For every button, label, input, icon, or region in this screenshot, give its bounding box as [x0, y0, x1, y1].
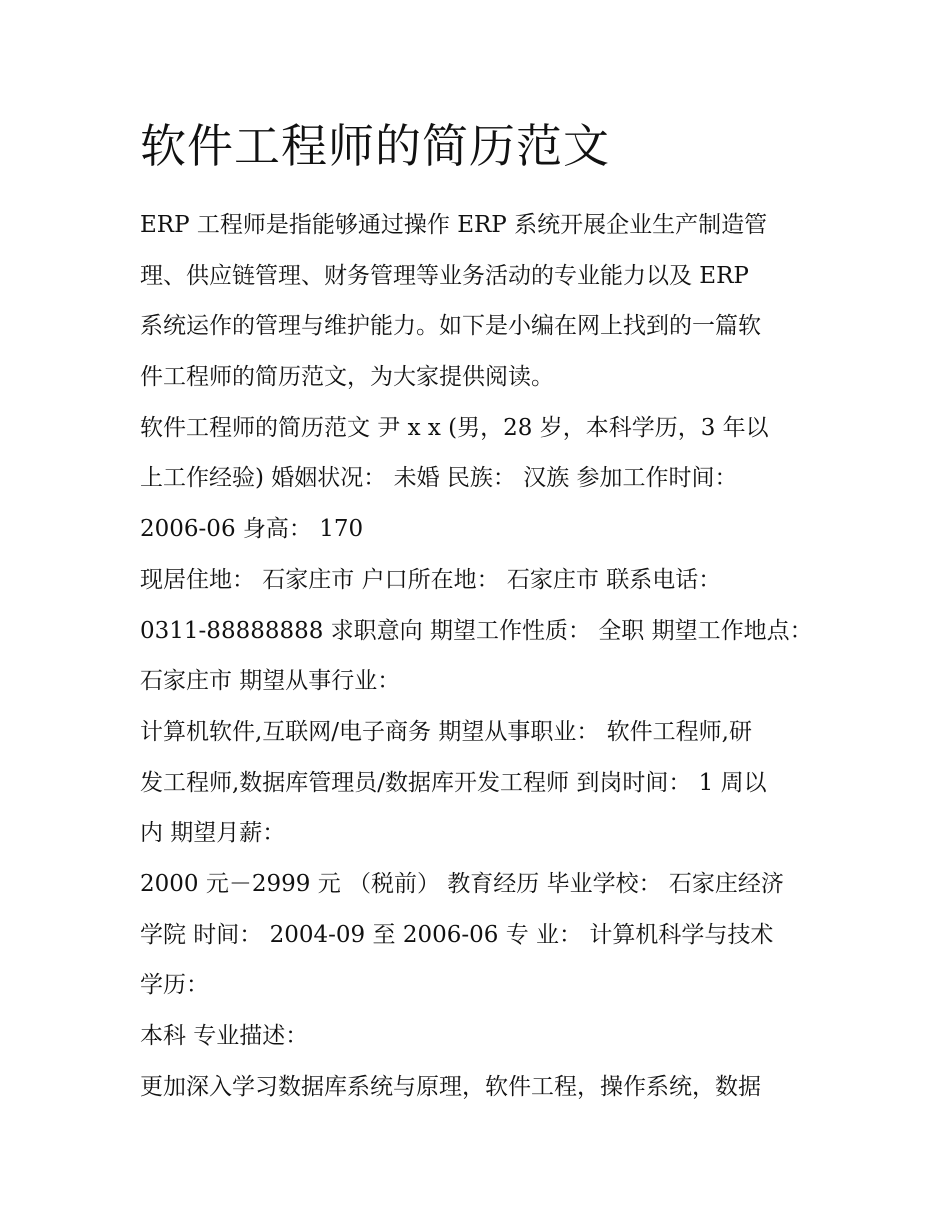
body-line: 系统运作的管理与维护能力。如下是小编在网上找到的一篇软 [140, 313, 761, 340]
body-line: 2006-06 身高： 170 [140, 516, 364, 543]
body-line: 软件工程师的简历范文 尹 x x (男，28 岁，本科学历，3 年以 [140, 414, 769, 441]
body-line: 学历： [140, 972, 209, 999]
body-line: 发工程师,数据库管理员/数据库开发工程师 到岗时间： 1 周以 [140, 769, 767, 796]
body-line: 件工程师的简历范文，为大家提供阅读。 [140, 364, 554, 391]
body-line: 计算机软件,互联网/电子商务 期望从事职业： 软件工程师,研 [140, 718, 752, 745]
body-line: 现居住地： 石家庄市 户口所在地： 石家庄市 联系电话： [140, 566, 722, 593]
body-line: 0311-88888888 求职意向 期望工作性质： 全职 期望工作地点： [140, 617, 813, 644]
body-line: 2000 元－2999 元 （税前） 教育经历 毕业学校： 石家庄经济 [140, 870, 784, 897]
body-line: 理、供应链管理、财务管理等业务活动的专业能力以及 ERP [140, 262, 749, 289]
document-title: 软件工程师的简历范文 [140, 119, 610, 173]
document-body [140, 200, 813, 1112]
body-line: 内 期望月薪： [140, 820, 286, 847]
body-line: 学院 时间： 2004-09 至 2006-06 专 业： 计算机科学与技术 [140, 921, 774, 948]
body-line: 更加深入学习数据库系统与原理，软件工程，操作系统，数据 [140, 1073, 761, 1100]
body-line: 上工作经验) 婚姻状况： 未婚 民族： 汉族 参加工作时间： [140, 465, 738, 492]
body-line: ERP 工程师是指能够通过操作 ERP 系统开展企业生产制造管 [140, 212, 768, 238]
body-line: 本科 专业描述： [140, 1023, 309, 1049]
body-line: 石家庄市 期望从事行业： [140, 668, 401, 695]
